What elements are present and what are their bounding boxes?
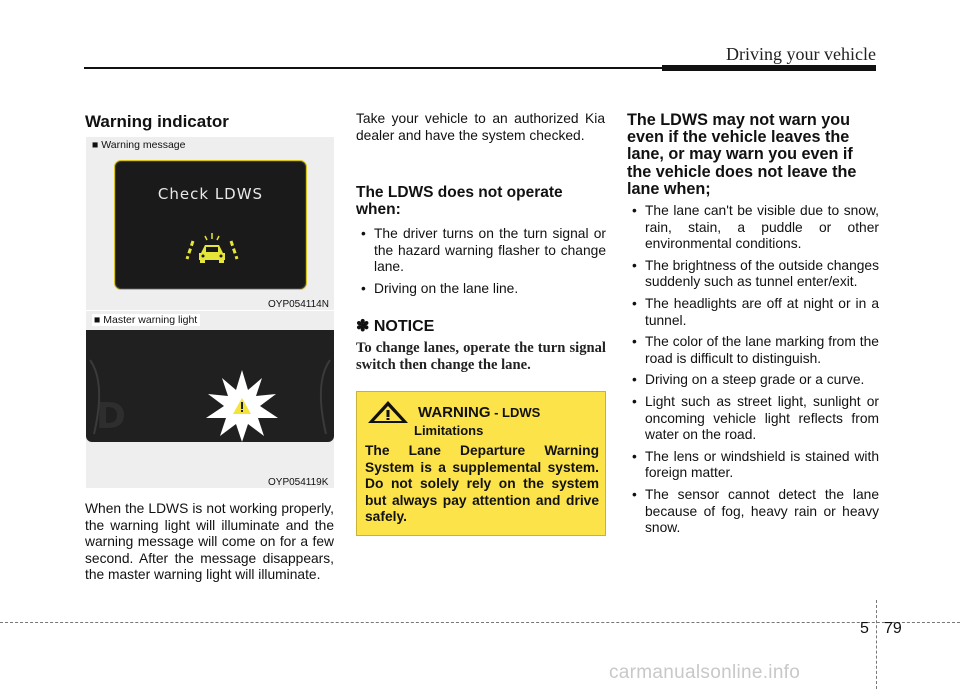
chapter-number: 5 (860, 620, 869, 637)
section-title-may-not-warn: The LDWS may not warn you even if the vehicle leaves the lane, or may warn you even if the vehicle does not leave the lane when; (627, 111, 857, 198)
warning-body: The Lane Departure Warning System is a supplemental system. Do not solely rely on the system but always pay attention and drive safely. (365, 443, 599, 525)
may-not-warn-list (627, 203, 879, 542)
lcd-message: Check LDWS (157, 185, 264, 203)
figure-code: OYP054114N (268, 299, 329, 310)
watermark: carmanualsonline.info (609, 662, 801, 683)
list-item: • Driving on the lane line. (356, 281, 606, 298)
running-header: Driving your vehicle (726, 44, 876, 64)
warning-heading-suffix: - LDWS (490, 405, 541, 420)
list-item: • The brightness of the outside changes suddenly such as tunnel enter/exit. (627, 258, 879, 291)
notice-title: ✽ NOTICE (356, 318, 435, 335)
figure-caption: ■ Warning message (92, 139, 186, 151)
warning-triangle-icon (366, 400, 410, 424)
list-item: • The lens or windshield is stained with foreign matter. (627, 449, 879, 482)
warning-heading: WARNING - LDWS (418, 404, 541, 421)
list-item: • Light such as street light, sunlight or oncoming vehicle light reflects from water on the road. (627, 394, 879, 444)
figure-caption: ■ Master warning light (92, 314, 200, 326)
page-number-divider (876, 600, 877, 689)
header-rule (84, 67, 662, 69)
warning-indicator-paragraph: When the LDWS is not working properly, the warning light will illuminate and the warning message will come on for a few second. After the message disappears, the master warning light will illuminate. (85, 501, 334, 583)
lane-departure-car-icon (183, 233, 241, 267)
list-item: • The lane can't be visible due to snow, rain, stain, a puddle or other environmental conditions. (627, 203, 879, 253)
header-bar (662, 65, 876, 71)
list-item: • The driver turns on the turn signal or the hazard warning flasher to change lane. (356, 226, 606, 276)
list-item: • The color of the lane marking from the road is difficult to distinguish. (627, 334, 879, 367)
gear-indicator: D (96, 396, 126, 437)
section-title-warning-indicator: Warning indicator (85, 112, 229, 131)
page-number: 79 (884, 620, 902, 637)
section-title-not-operate: The LDWS does not operate when: (356, 184, 563, 218)
warning-subheading: Limitations (414, 423, 484, 438)
lcd-display (114, 160, 307, 290)
not-operate-list (356, 226, 606, 302)
instrument-cluster (86, 330, 334, 442)
list-item: • Driving on a steep grade or a curve. (627, 372, 879, 389)
notice-text: To change lanes, operate the turn signal switch then change the lane. (356, 340, 606, 373)
master-warning-light-icon (86, 330, 334, 442)
list-item: • The sensor cannot detect the lane because of fog, heavy rain or heavy snow. (627, 487, 879, 537)
footer-rule (0, 622, 960, 623)
list-item: • The headlights are off at night or in a tunnel. (627, 296, 879, 329)
dealer-paragraph: Take your vehicle to an authorized Kia dealer and have the system checked. (356, 111, 605, 143)
figure-code: OYP054119K (268, 477, 329, 488)
